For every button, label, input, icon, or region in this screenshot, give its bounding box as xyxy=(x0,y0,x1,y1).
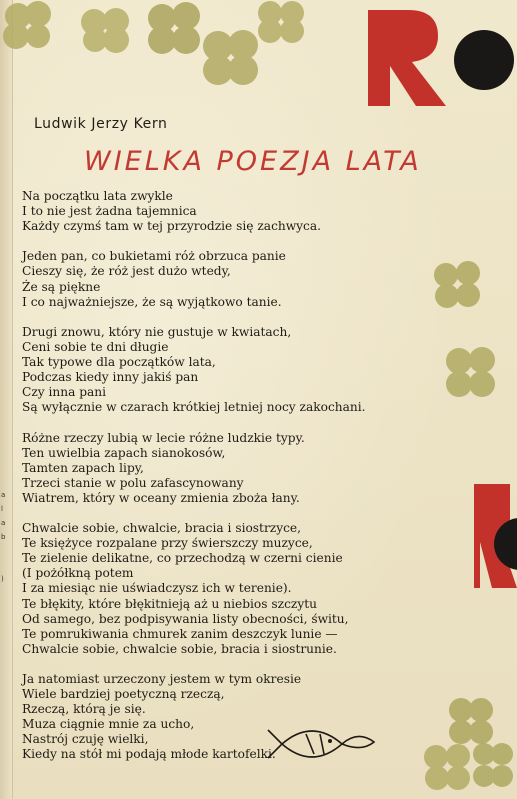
poem-line: Wiatrem, który w oceany zmienia zboża łany. xyxy=(22,490,300,505)
fish-illustration-icon xyxy=(262,722,382,766)
poem-line: I to nie jest żadna tajemnica xyxy=(22,204,197,219)
poem-line: Podczas kiedy inny jakiś pan xyxy=(22,370,199,385)
poem-line: I co najważniejsze, że są wyjątkowo tanie. xyxy=(22,294,282,309)
poem-title: WIELKA POEZJA LATA xyxy=(84,146,422,177)
stanza xyxy=(22,521,432,657)
poem-line: Cieszy się, że róż jest dużo wtedy, xyxy=(22,264,231,279)
poem-line: Nastrój czuję wielki, xyxy=(22,732,149,747)
clover-decoration-7 xyxy=(440,342,502,404)
poem-line: Różne rzeczy lubią w lecie różne ludzkie typy. xyxy=(22,430,305,445)
poem-line: Rzeczą, którą je się. xyxy=(22,702,146,717)
poem-line: Trzeci stanie w polu zafascynowany xyxy=(22,475,244,490)
page-gutter xyxy=(0,0,13,799)
poem-line: Wiele bardziej poetyczną rzeczą, xyxy=(22,687,225,702)
poem-line: Chwalcie sobie, chwalcie, bracia i siostrzyce, xyxy=(22,521,302,536)
margin-mark: a xyxy=(1,491,6,499)
poem-line: Chwalcie sobie, chwalcie sobie, bracia i siostrunie. xyxy=(22,641,337,656)
poem-line: Na początku lata zwykle xyxy=(22,189,173,203)
poem-line: Te księżyce rozpalane przy świerszczy muzyce, xyxy=(22,536,313,551)
clover-decoration-5 xyxy=(254,0,310,44)
stanza xyxy=(22,325,432,416)
poem-line: Od samego, bez podpisywania listy obecności, świtu, xyxy=(22,611,349,626)
poem-line: Drugi znowu, który nie gustuje w kwiatach, xyxy=(22,324,292,339)
poem-line: Jeden pan, co bukietami róż obrzuca panie xyxy=(22,249,286,264)
ro-logo-bottom xyxy=(470,478,517,596)
poem-line: Te zielenie delikatne, co przechodzą w czerni cienie xyxy=(22,551,343,566)
margin-marks xyxy=(1,488,13,586)
poem-line: Każdy czymś tam w tej przyrodzie się zachwyca. xyxy=(22,219,322,234)
margin-mark: l xyxy=(1,505,3,513)
poem-line: Kiedy na stół mi podają młode kartofelki. xyxy=(22,747,276,762)
ro-logo-top xyxy=(360,2,517,110)
margin-mark: a xyxy=(1,519,6,527)
poem-line: Muza ciągnie mnie za ucho, xyxy=(22,717,195,732)
clover-decoration-10 xyxy=(470,738,514,796)
margin-mark: ) xyxy=(1,575,4,583)
poem-body xyxy=(22,189,432,778)
poem-line: Te pomrukiwania chmurek zanim deszczyk lunie — xyxy=(22,626,338,641)
stanza xyxy=(22,431,432,506)
poem-line: Są wyłącznie w czarach krótkiej letniej nocy zakochani. xyxy=(22,400,366,415)
poem-line: Ten uwielbia zapach sianokosów, xyxy=(22,445,226,460)
author-name: Ludwik Jerzy Kern xyxy=(34,116,168,132)
poem-line: Te błękity, które błękitnieją aż u niebios szczytu xyxy=(22,596,317,611)
stanza xyxy=(22,249,432,309)
clover-decoration-1 xyxy=(0,0,60,52)
poem-line: Że są piękne xyxy=(22,279,101,294)
poem-line: Tak typowe dla początków lata, xyxy=(22,355,216,370)
poem-line: Czy inna pani xyxy=(22,385,107,400)
poem-line: Ceni sobie te dni długie xyxy=(22,339,169,354)
poem-line: Ja natomiast urzeczony jestem w tym okresie xyxy=(22,672,302,686)
poem-line: I za miesiąc nie uświadczysz ich w terenie). xyxy=(22,581,292,596)
poem-line: (I pożółkną potem xyxy=(22,566,134,581)
stanza xyxy=(22,189,432,234)
clover-decoration-2 xyxy=(76,6,138,56)
margin-mark: b xyxy=(1,533,6,541)
clover-decoration-6 xyxy=(430,258,486,314)
poem-line: Tamten zapach lipy, xyxy=(22,460,144,475)
